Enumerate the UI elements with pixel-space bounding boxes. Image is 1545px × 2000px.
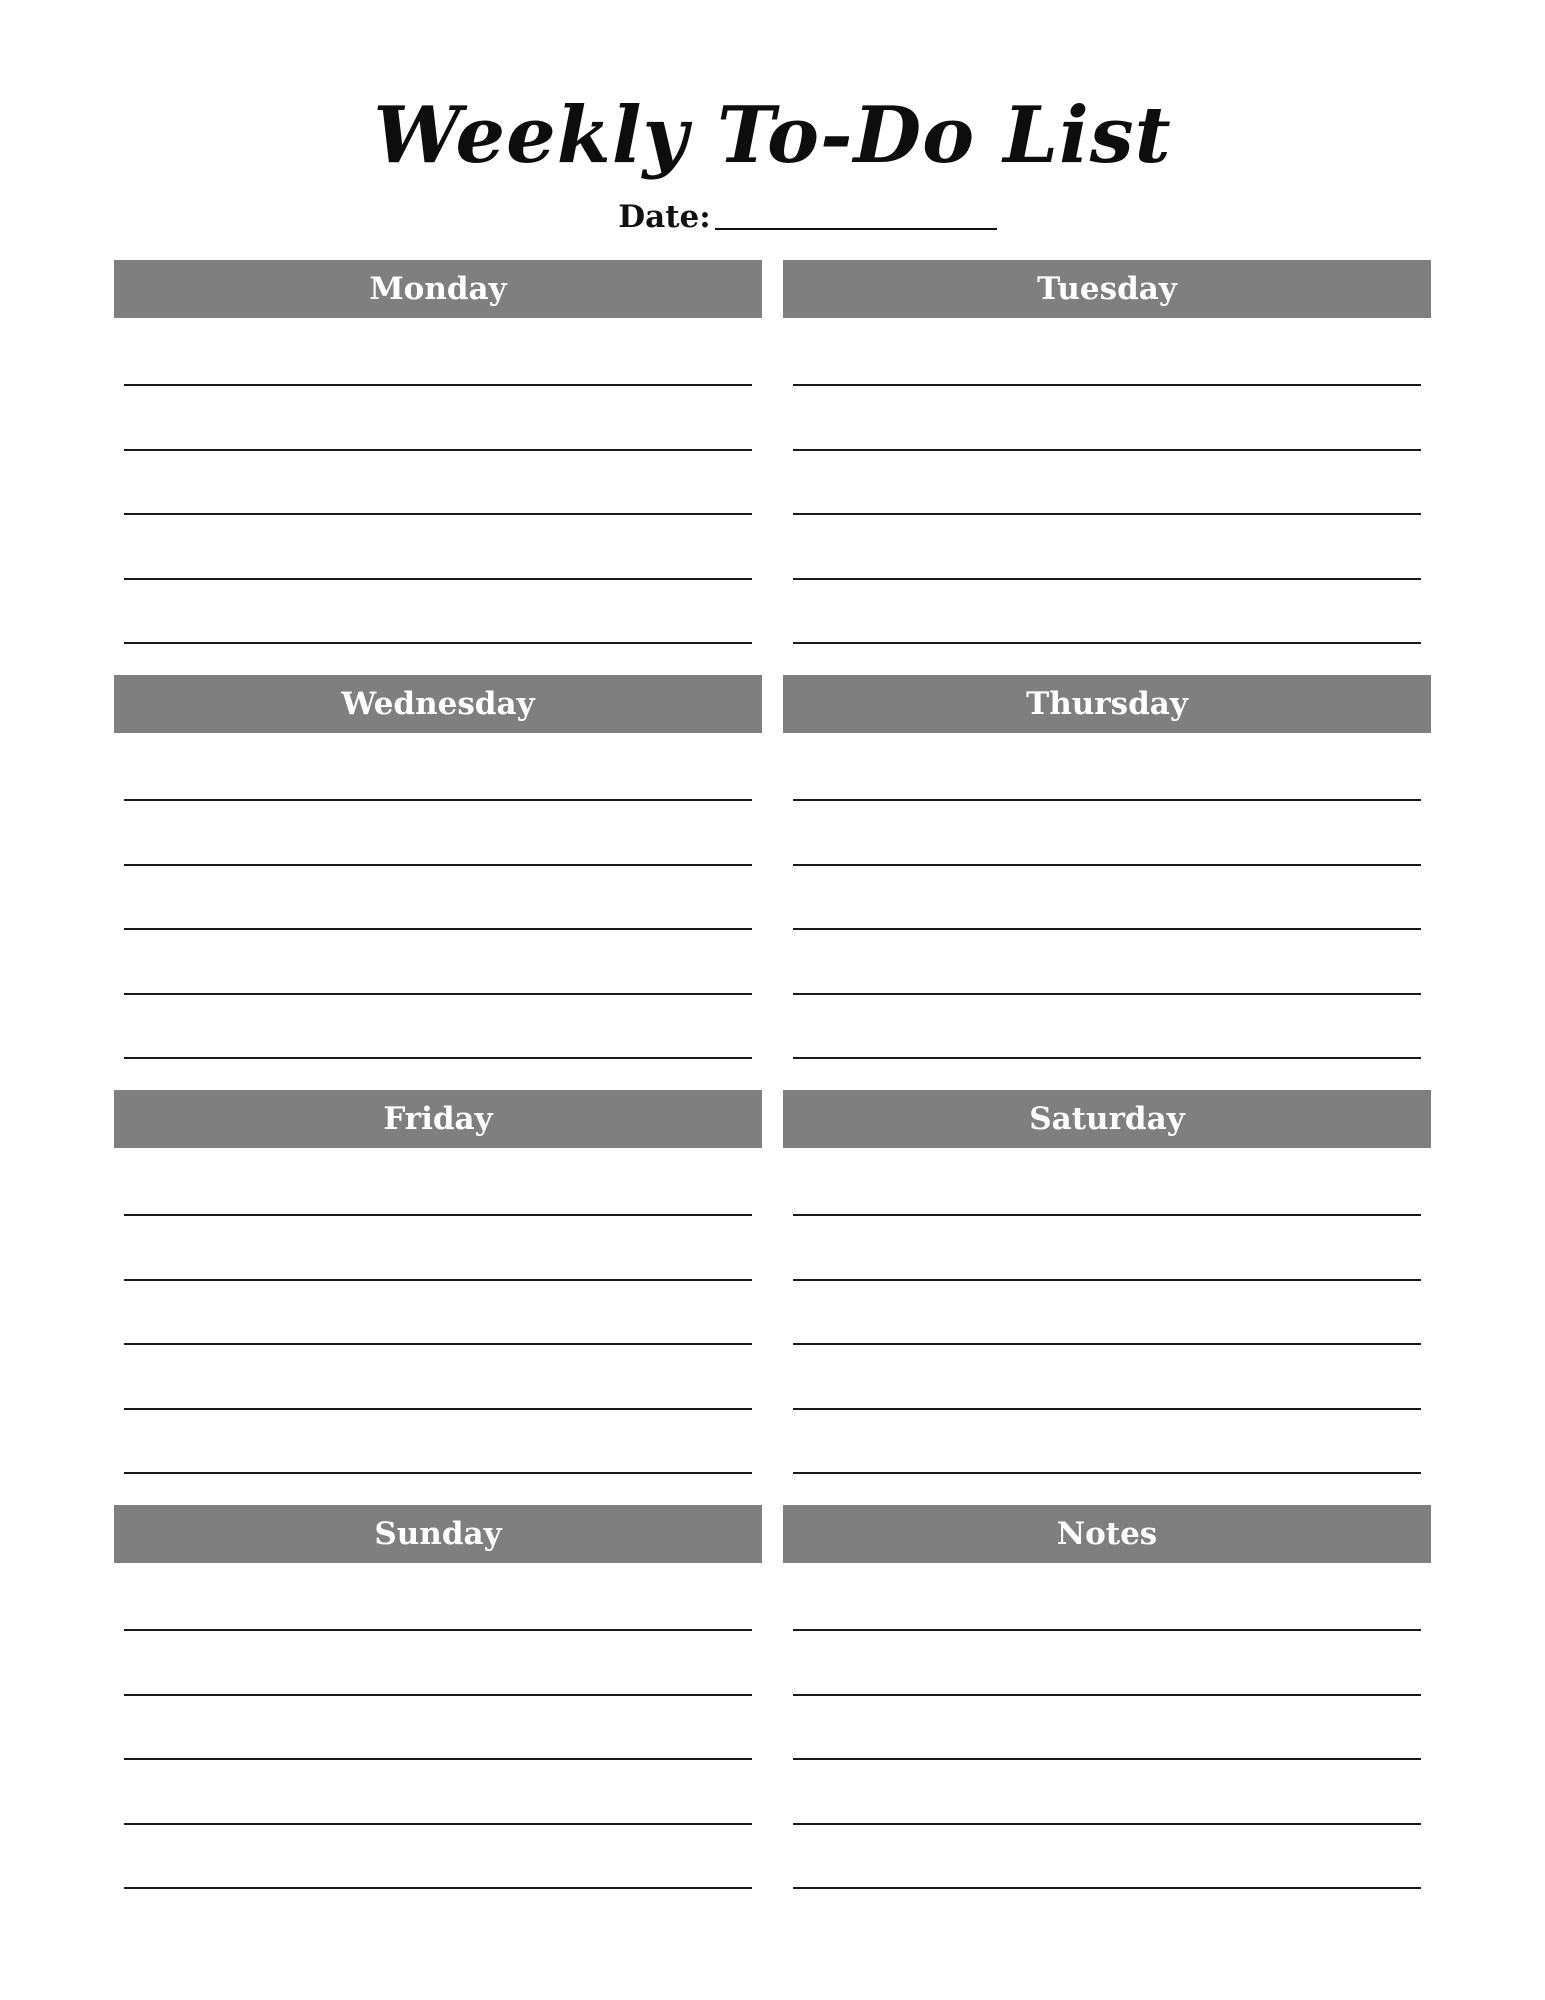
writing-line[interactable] [793,384,1421,386]
writing-line[interactable] [793,799,1421,801]
writing-line[interactable] [124,1887,752,1889]
writing-line[interactable] [793,1887,1421,1889]
section-header-thursday [783,675,1431,733]
writing-line[interactable] [124,642,752,644]
writing-line[interactable] [124,1694,752,1696]
section-sunday [114,1505,762,1893]
writing-line[interactable] [124,578,752,580]
writing-line[interactable] [793,513,1421,515]
writing-line[interactable] [793,1823,1421,1825]
section-header-wednesday [114,675,762,733]
section-monday [114,260,762,648]
section-thursday [783,675,1431,1063]
section-header-label: Monday [369,271,507,307]
date-label: Date: [618,199,711,235]
writing-line[interactable] [124,1214,752,1216]
writing-line[interactable] [124,1279,752,1281]
writing-line[interactable] [793,1629,1421,1631]
section-header-label: Sunday [374,1516,502,1552]
writing-line[interactable] [793,449,1421,451]
section-lines [783,318,1431,648]
writing-line[interactable] [124,449,752,451]
writing-line[interactable] [124,1758,752,1760]
writing-line[interactable] [124,1408,752,1410]
writing-line[interactable] [124,1629,752,1631]
section-header-friday [114,1090,762,1148]
section-header-label: Tuesday [1037,271,1177,307]
section-lines [783,1563,1431,1893]
date-input-line[interactable] [715,228,997,230]
section-lines [114,1148,762,1478]
writing-line[interactable] [124,1823,752,1825]
writing-line[interactable] [793,642,1421,644]
writing-line[interactable] [793,864,1421,866]
writing-line[interactable] [124,864,752,866]
section-saturday [783,1090,1431,1478]
section-lines [783,733,1431,1063]
writing-line[interactable] [793,1279,1421,1281]
writing-line[interactable] [793,578,1421,580]
section-lines [114,1563,762,1893]
writing-line[interactable] [793,928,1421,930]
section-header-label: Notes [1056,1516,1158,1552]
writing-line[interactable] [793,1214,1421,1216]
writing-line[interactable] [124,384,752,386]
writing-line[interactable] [124,928,752,930]
writing-line[interactable] [124,513,752,515]
writing-line[interactable] [793,1057,1421,1059]
section-wednesday [114,675,762,1063]
section-header-label: Friday [383,1101,493,1137]
section-header-label: Saturday [1029,1101,1185,1137]
writing-line[interactable] [124,993,752,995]
section-notes [783,1505,1431,1893]
section-header-label: Wednesday [341,686,535,722]
section-header-saturday [783,1090,1431,1148]
section-lines [783,1148,1431,1478]
writing-line[interactable] [793,1472,1421,1474]
date-row [0,196,1545,236]
writing-line[interactable] [124,799,752,801]
writing-line[interactable] [793,1408,1421,1410]
section-header-tuesday [783,260,1431,318]
page-title: Weekly To-Do List [373,90,1172,181]
writing-line[interactable] [793,1758,1421,1760]
section-lines [114,318,762,648]
section-header-label: Thursday [1026,686,1188,722]
writing-line[interactable] [124,1057,752,1059]
section-friday [114,1090,762,1478]
writing-line[interactable] [124,1343,752,1345]
writing-line[interactable] [793,1343,1421,1345]
section-header-sunday [114,1505,762,1563]
writing-line[interactable] [793,1694,1421,1696]
writing-line[interactable] [793,993,1421,995]
section-header-notes [783,1505,1431,1563]
writing-line[interactable] [124,1472,752,1474]
section-tuesday [783,260,1431,648]
section-lines [114,733,762,1063]
section-header-monday [114,260,762,318]
